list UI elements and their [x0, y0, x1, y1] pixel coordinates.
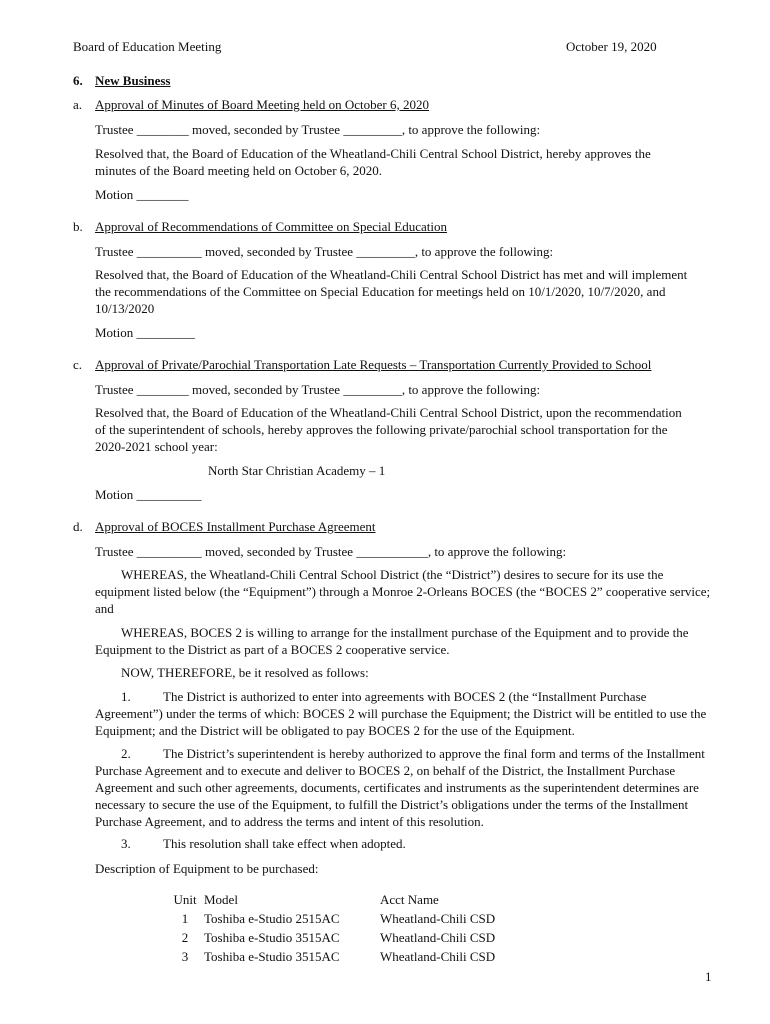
header-date: October 19, 2020: [566, 39, 657, 54]
equipment-table: [166, 890, 495, 966]
item-b-trustee: Trustee __________ moved, seconded by Trustee _________, to approve the following:: [95, 244, 554, 259]
col-header-model: Model: [204, 892, 238, 907]
item-a-motion: Motion ________: [95, 187, 189, 202]
clause-text: The District’s superintendent is hereby authorized to approve the final form and terms of the Installment Purchase Agreement and to execute and deliver to BOCES 2, on behalf of the District, the Installment Purchase Agreement and such other agreements, documents, certificates and instruments as the superintendent determines are necessary to secure the use of the Equipment, to fulfill the District’s obligations under the terms of the Installment Purchase Agreement, and to address the terms and intent of this resolution.: [95, 746, 705, 829]
clause-text: This resolution shall take effect when adopted.: [163, 836, 406, 851]
cell-model: Toshiba e-Studio 3515AC: [204, 930, 340, 945]
clause-number: 1.: [121, 689, 131, 704]
item-a-label: a.: [73, 97, 83, 112]
item-a-resolved: Resolved that, the Board of Education of the Wheatland-Chili Central School District, hereby approves the minutes of the Board meeting held on October 6, 2020.: [95, 146, 651, 178]
resolution-clause-3: [95, 835, 712, 852]
clause-number: 2.: [121, 746, 131, 761]
cell-model: Toshiba e-Studio 3515AC: [204, 949, 340, 964]
item-a-title: Approval of Minutes of Board Meeting held on October 6, 2020: [95, 97, 429, 112]
section-title: New Business: [95, 73, 171, 88]
resolution-clause-2: [95, 745, 712, 830]
item-b-title: Approval of Recommendations of Committee on Special Education: [95, 219, 448, 234]
item-a-trustee: Trustee ________ moved, seconded by Trustee _________, to approve the following:: [95, 122, 541, 137]
section-heading: [73, 72, 171, 89]
item-b-motion: Motion _________: [95, 325, 196, 340]
item-b-label: b.: [73, 219, 83, 234]
item-d-now-therefore: NOW, THEREFORE, be it resolved as follows:: [121, 665, 369, 680]
table-header-row: [166, 890, 495, 909]
table-row: [166, 909, 495, 928]
equipment-description: Description of Equipment to be purchased:: [95, 861, 319, 876]
clause-number: 3.: [121, 836, 131, 851]
item-d-label: d.: [73, 519, 83, 534]
section-number: 6.: [73, 73, 83, 88]
item-c-label: c.: [73, 357, 83, 372]
item-c-school: North Star Christian Academy – 1: [208, 463, 386, 478]
item-d-trustee: Trustee __________ moved, seconded by Trustee ___________, to approve the following:: [95, 544, 567, 559]
cell-model: Toshiba e-Studio 2515AC: [204, 911, 340, 926]
item-c-motion: Motion __________: [95, 487, 202, 502]
col-header-unit: Unit: [173, 892, 197, 907]
item-d-whereas-2: WHEREAS, BOCES 2 is willing to arrange for the installment purchase of the Equipment and to provide the Equipment to the District as part of a BOCES 2 cooperative service.: [95, 625, 689, 657]
item-b-resolved: Resolved that, the Board of Education of the Wheatland-Chili Central School District has met and will implement the recommendations of the Committee on Special Education for meetings held on 10/1/2020, 10/7/2020, and 10/13/2020: [95, 267, 688, 316]
cell-acct-name: Wheatland-Chili CSD: [380, 930, 496, 945]
cell-acct-name: Wheatland-Chili CSD: [380, 949, 496, 964]
table-row: [166, 947, 495, 966]
col-header-acct-name: Acct Name: [380, 892, 439, 907]
page-number: 1: [705, 969, 712, 984]
item-d-title: Approval of BOCES Installment Purchase Agreement: [95, 519, 376, 534]
item-c-title: Approval of Private/Parochial Transportation Late Requests – Transportation Currently Provided to School: [95, 357, 652, 372]
header-title: Board of Education Meeting: [73, 39, 222, 54]
cell-acct-name: Wheatland-Chili CSD: [380, 911, 496, 926]
item-d-whereas-1: WHEREAS, the Wheatland-Chili Central School District (the “District”) desires to secure for its use the equipment listed below (the “Equipment”) through a Monroe 2-Orleans BOCES (the “BOCES 2” cooperative service; and: [95, 567, 711, 616]
cell-unit: 2: [181, 930, 189, 945]
item-c-trustee: Trustee ________ moved, seconded by Trustee _________, to approve the following:: [95, 382, 541, 397]
resolution-clause-1: [95, 688, 712, 739]
cell-unit: 3: [181, 949, 189, 964]
table-row: [166, 928, 495, 947]
cell-unit: 1: [181, 911, 189, 926]
clause-text: The District is authorized to enter into agreements with BOCES 2 (the “Installment Purchase Agreement”) under the terms of which: BOCES 2 will purchase the Equipment; the District will be entitled to use the Equipment; and the District will be obligated to pay BOCES 2 for the use of the Equipment.: [95, 689, 707, 738]
item-c-resolved: Resolved that, the Board of Education of the Wheatland-Chili Central School District, upon the recommendation of the superintendent of schools, hereby approves the following private/parochial school transportation for the 2020-2021 school year:: [95, 405, 682, 454]
